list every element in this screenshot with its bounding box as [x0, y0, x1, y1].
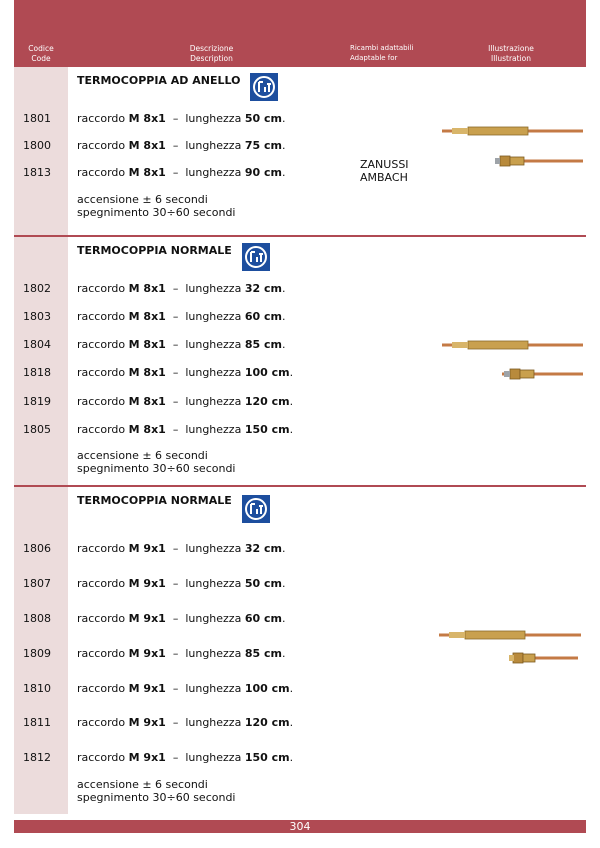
item-description: raccordo M 8x1 – lunghezza 75 cm. [77, 139, 286, 152]
item-code: 1808 [23, 612, 51, 625]
item-code: 1819 [23, 395, 51, 408]
item-description: raccordo M 8x1 – lunghezza 60 cm. [77, 310, 286, 323]
item-description: raccordo M 8x1 – lunghezza 100 cm. [77, 366, 294, 379]
item-code: 1818 [23, 366, 51, 379]
item-description: raccordo M 8x1 – lunghezza 150 cm. [77, 423, 294, 436]
item-description: raccordo M 8x1 – lunghezza 120 cm. [77, 395, 294, 408]
item-code: 1813 [23, 166, 51, 179]
item-description: raccordo M 9x1 – lunghezza 32 cm. [77, 542, 286, 555]
item-code: 1800 [23, 139, 51, 152]
sit-logo-icon [242, 243, 270, 271]
sit-logo-icon [250, 73, 278, 101]
item-code: 1803 [23, 310, 51, 323]
item-code: 1807 [23, 577, 51, 590]
item-code: 1810 [23, 682, 51, 695]
item-description: raccordo M 9x1 – lunghezza 150 cm. [77, 751, 294, 764]
thermocouple-image [437, 626, 583, 670]
thermocouple-image [440, 122, 585, 174]
ignition-note: accensione ± 6 secondi spegnimento 30÷60 secondi [77, 193, 236, 219]
item-description: raccordo M 8x1 – lunghezza 32 cm. [77, 282, 286, 295]
section-divider [14, 485, 586, 487]
item-description: raccordo M 9x1 – lunghezza 85 cm. [77, 647, 286, 660]
header-code: Codice Code [28, 44, 54, 63]
adaptable-brands: ZANUSSI AMBACH [360, 158, 409, 184]
item-description: raccordo M 8x1 – lunghezza 50 cm. [77, 112, 286, 125]
page-number: 304 [289, 820, 311, 833]
section-divider [14, 235, 586, 237]
item-description: raccordo M 9x1 – lunghezza 60 cm. [77, 612, 286, 625]
section-title: TERMOCOPPIA NORMALE [77, 494, 232, 507]
section-title: TERMOCOPPIA NORMALE [77, 244, 232, 257]
item-description: raccordo M 9x1 – lunghezza 120 cm. [77, 716, 294, 729]
item-description: raccordo M 8x1 – lunghezza 85 cm. [77, 338, 286, 351]
header-illustration: Illustrazione Illustration [488, 44, 534, 63]
item-code: 1805 [23, 423, 51, 436]
page-footer [14, 820, 586, 833]
header-adaptable: Ricambi adattabili Adaptable for [350, 44, 414, 62]
sit-logo-icon [242, 495, 270, 523]
item-code: 1811 [23, 716, 51, 729]
thermocouple-image [440, 336, 585, 386]
item-code: 1812 [23, 751, 51, 764]
item-code: 1804 [23, 338, 51, 351]
item-description: raccordo M 9x1 – lunghezza 100 cm. [77, 682, 294, 695]
section-title: TERMOCOPPIA AD ANELLO [77, 74, 241, 87]
item-description: raccordo M 8x1 – lunghezza 90 cm. [77, 166, 286, 179]
table-header [14, 0, 586, 67]
code-column [14, 237, 68, 485]
item-code: 1809 [23, 647, 51, 660]
item-code: 1802 [23, 282, 51, 295]
header-description: Descrizione Description [189, 44, 234, 63]
ignition-note: accensione ± 6 secondi spegnimento 30÷60 secondi [77, 778, 236, 804]
ignition-note: accensione ± 6 secondi spegnimento 30÷60 secondi [77, 449, 236, 475]
item-code: 1801 [23, 112, 51, 125]
item-description: raccordo M 9x1 – lunghezza 50 cm. [77, 577, 286, 590]
item-code: 1806 [23, 542, 51, 555]
